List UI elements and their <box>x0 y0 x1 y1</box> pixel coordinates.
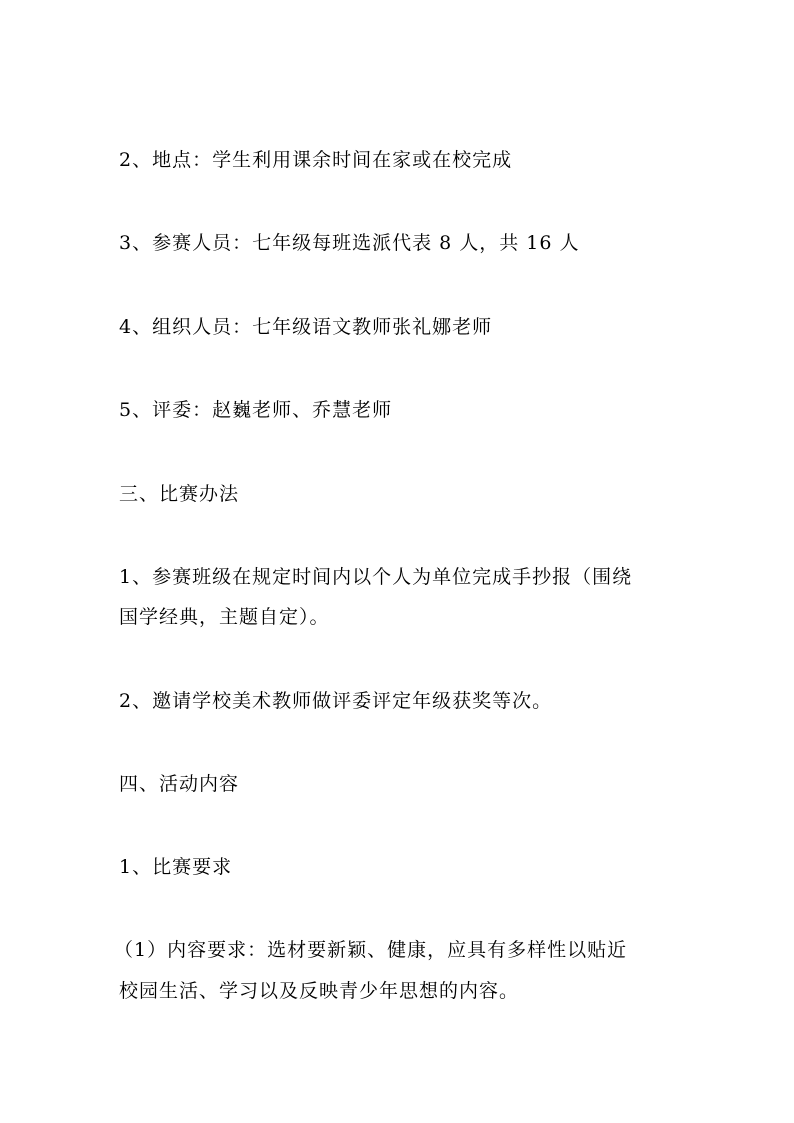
content-requirement-line-1: （1）内容要求：选材要新颖、健康，应具有多样性以贴近 <box>114 939 628 961</box>
content-item-1-heading: 1、比赛要求 <box>119 856 233 878</box>
method-item-2: 2、邀请学校美术教师做评委评定年级获奖等次。 <box>119 690 553 712</box>
section-heading-content: 四、活动内容 <box>119 773 240 795</box>
section-heading-method: 三、比赛办法 <box>119 483 240 505</box>
method-item-1-line-2: 国学经典，主题自定）。 <box>119 606 330 628</box>
item-organizers: 4、组织人员：七年级语文教师张礼娜老师 <box>119 316 493 338</box>
item-participants: 3、参赛人员：七年级每班选派代表 8 人，共 16 人 <box>119 232 580 254</box>
item-location: 2、地点：学生利用课余时间在家或在校完成 <box>119 149 513 171</box>
method-item-1-line-1: 1、参赛班级在规定时间内以个人为单位完成手抄报（围绕 <box>119 566 633 588</box>
content-requirement-line-2: 校园生活、学习以及反映青少年思想的内容。 <box>119 980 520 1002</box>
item-judges: 5、评委：赵巍老师、乔慧老师 <box>119 399 393 421</box>
